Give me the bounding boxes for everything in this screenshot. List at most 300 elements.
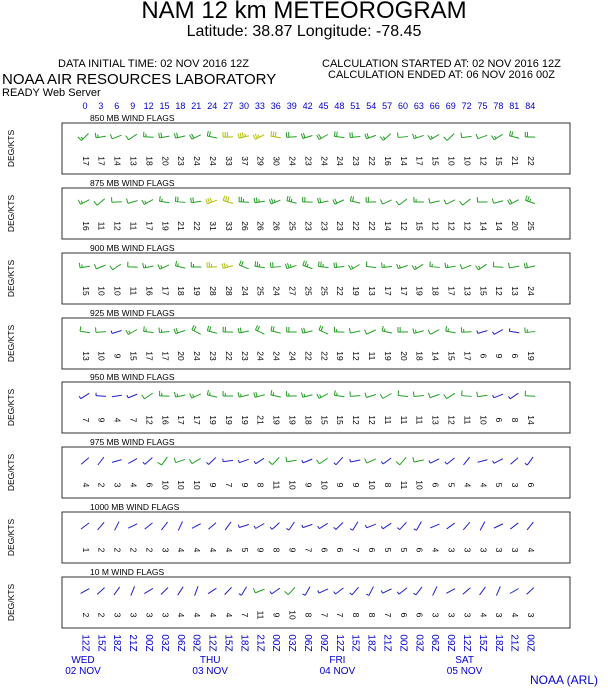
wind-flag-barb xyxy=(144,326,145,331)
wind-flag-barb xyxy=(303,594,306,595)
wind-flag-shaft xyxy=(525,332,535,333)
wind-flag-barb xyxy=(176,261,177,266)
wind-flag-barb xyxy=(461,133,462,138)
wind-speed-label: 19 xyxy=(414,286,425,296)
wind-flag-barb xyxy=(253,588,255,593)
wind-flag-shaft xyxy=(305,587,310,596)
wind-speed-label: 13 xyxy=(462,286,473,296)
forecast-hour-label: 42 xyxy=(302,101,313,111)
forecast-hour-label: 15 xyxy=(159,101,170,111)
wind-flag-barb xyxy=(384,328,385,331)
wind-flag-barb xyxy=(350,133,351,138)
wind-flag-barb xyxy=(127,395,128,398)
wind-speed-label: 2 xyxy=(96,547,107,553)
wind-speed-label: 22 xyxy=(223,351,234,361)
wind-flag-shaft xyxy=(366,395,376,398)
wind-flag-shaft xyxy=(97,199,105,205)
wind-flag-shaft xyxy=(463,522,470,530)
wind-speed-label: 9 xyxy=(112,353,123,359)
wind-flag-barb xyxy=(319,262,320,267)
wind-speed-label: 15 xyxy=(80,286,91,296)
wind-speed-label: 3 xyxy=(128,612,139,618)
wind-flag-shaft xyxy=(80,266,90,268)
wind-flag-shaft xyxy=(81,458,89,464)
time-label: 09Z xyxy=(445,634,457,652)
wind-flag-shaft xyxy=(334,266,344,267)
panel-frame xyxy=(62,318,570,369)
wind-flag-shaft xyxy=(303,459,312,463)
wind-speed-label: 22 xyxy=(335,286,346,296)
wind-flag-shaft xyxy=(161,588,168,595)
wind-flag-barb xyxy=(190,135,192,139)
wind-flag-barb xyxy=(319,134,322,138)
wind-speed-label: 22 xyxy=(319,351,330,361)
wind-speed-label: 7 xyxy=(351,547,362,553)
wind-flag-barb xyxy=(460,264,462,269)
wind-flag-shaft xyxy=(112,460,122,463)
wind-flag-barb xyxy=(143,263,144,268)
wind-flag-barb xyxy=(287,263,289,268)
wind-speed-label: 6 xyxy=(430,482,441,488)
wind-flag-barb xyxy=(317,460,320,464)
wind-flag-shaft xyxy=(430,459,439,463)
wind-flag-shaft xyxy=(288,587,295,594)
wind-speed-label: 16 xyxy=(382,156,393,166)
wind-speed-label: 11 xyxy=(414,415,425,425)
wind-flag-shaft xyxy=(239,265,248,269)
wind-flag-barb xyxy=(94,264,96,269)
wind-speed-label: 23 xyxy=(303,156,314,166)
wind-flag-shaft xyxy=(350,460,360,462)
wind-flag-barb xyxy=(365,393,366,398)
wind-speed-label: 17 xyxy=(446,286,457,296)
wind-flag-shaft xyxy=(129,134,137,140)
wind-speed-label: 14 xyxy=(112,156,123,166)
wind-flag-shaft xyxy=(128,394,137,398)
wind-flag-barb xyxy=(81,201,82,204)
wind-flag-barb xyxy=(207,390,208,395)
wind-flag-shaft xyxy=(128,459,137,464)
wind-flag-shaft xyxy=(112,331,122,334)
time-label: 09Z xyxy=(317,634,329,652)
wind-flag-barb xyxy=(428,330,430,334)
wind-flag-shaft xyxy=(178,587,183,595)
wind-flag-shaft xyxy=(241,587,246,596)
time-label: 15Z xyxy=(349,634,361,652)
wind-flag-shaft xyxy=(383,200,392,204)
wind-speed-label: 6 xyxy=(335,547,346,553)
wind-flag-barb xyxy=(448,329,449,332)
wind-flag-shaft xyxy=(319,523,327,528)
panel-frame xyxy=(62,123,570,174)
wind-flag-shaft xyxy=(400,457,406,465)
wind-speed-label: 4 xyxy=(80,482,91,488)
wind-speed-label: 7 xyxy=(223,482,234,488)
wind-speed-label: 33 xyxy=(223,156,234,166)
wind-speed-label: 4 xyxy=(207,612,218,618)
wind-flag-shaft xyxy=(399,199,407,205)
wind-flag-barb xyxy=(238,460,239,463)
wind-speed-label: 14 xyxy=(525,415,536,425)
wind-speed-label: 9 xyxy=(239,482,250,488)
wind-speed-label: 19 xyxy=(192,286,203,296)
wind-speed-label: 22 xyxy=(366,156,377,166)
forecast-hour-label: 27 xyxy=(223,101,234,111)
wind-flag-shaft xyxy=(414,395,424,396)
wind-speed-label: 11 xyxy=(96,221,107,231)
wind-speed-label: 11 xyxy=(271,480,282,490)
wind-speed-label: 21 xyxy=(255,415,266,425)
wind-flag-shaft xyxy=(128,524,137,528)
wind-flag-shaft xyxy=(207,331,217,334)
wind-speed-label: 10 xyxy=(112,286,123,296)
wind-flag-barb xyxy=(291,199,292,202)
wind-flag-barb xyxy=(415,266,417,269)
wind-flag-shaft xyxy=(336,457,343,464)
wind-flag-shaft xyxy=(97,588,104,595)
wind-flag-barb xyxy=(444,394,447,398)
wind-speed-label: 11 xyxy=(398,480,409,490)
wind-flag-barb xyxy=(366,261,367,266)
wind-flag-barb xyxy=(209,392,210,395)
wind-flag-barb xyxy=(429,198,430,203)
wind-flag-shaft xyxy=(319,458,327,464)
panel-label: 925 MB WIND FLAGS xyxy=(90,308,175,318)
wind-speed-label: 15 xyxy=(430,156,441,166)
wind-speed-label: 19 xyxy=(287,415,298,425)
wind-speed-label: 13 xyxy=(366,286,377,296)
wind-speed-label: 23 xyxy=(351,156,362,166)
wind-speed-label: 13 xyxy=(128,156,139,166)
wind-speed-label: 3 xyxy=(462,547,473,553)
wind-speed-label: 5 xyxy=(239,547,250,553)
wind-speed-label: 11 xyxy=(128,221,139,231)
forecast-hour-label: 75 xyxy=(477,101,488,111)
wind-flag-barb xyxy=(110,266,113,270)
wind-speed-label: 6 xyxy=(414,612,425,618)
wind-speed-label: 12 xyxy=(430,221,441,231)
wind-speed-label: 23 xyxy=(319,221,330,231)
wind-flag-barb xyxy=(94,201,97,205)
wind-flag-shaft xyxy=(399,588,407,594)
panel-frame xyxy=(62,382,570,433)
wind-speed-label: 3 xyxy=(446,547,457,553)
wind-speed-label: 7 xyxy=(303,547,314,553)
wind-flag-barb xyxy=(191,198,192,203)
wind-speed-label: 10 xyxy=(96,286,107,296)
forecast-hour-label: 60 xyxy=(397,101,409,111)
wind-speed-label: 19 xyxy=(351,286,362,296)
time-label: 12Z xyxy=(79,634,91,652)
wind-speed-label: 3 xyxy=(478,547,489,553)
wind-speed-label: 11 xyxy=(462,415,473,425)
wind-flag-barb xyxy=(367,133,369,138)
wind-flag-shaft xyxy=(271,331,281,333)
wind-flag-shaft xyxy=(350,201,360,203)
wind-flag-barb xyxy=(512,131,513,136)
wind-speed-label: 12 xyxy=(112,221,123,231)
wind-flag-shaft xyxy=(176,266,186,268)
wind-flag-barb xyxy=(161,133,162,138)
wind-flag-barb xyxy=(303,261,305,266)
wind-speed-label: 9 xyxy=(255,547,266,553)
y-axis-label: DEG/KTS xyxy=(6,129,16,168)
wind-flag-shaft xyxy=(494,524,503,528)
wind-flag-barb xyxy=(317,135,320,139)
wind-flag-shaft xyxy=(144,137,154,138)
wind-flag-barb xyxy=(398,390,399,395)
wind-flag-barb xyxy=(380,394,383,398)
wind-flag-shaft xyxy=(383,394,392,399)
wind-flag-shaft xyxy=(369,587,374,596)
wind-flag-shaft xyxy=(494,394,503,398)
wind-flag-barb xyxy=(350,529,353,531)
wind-flag-shaft xyxy=(81,133,88,140)
day-label: SAT xyxy=(455,655,474,666)
wind-flag-barb xyxy=(307,264,308,267)
wind-speed-label: 12 xyxy=(351,415,362,425)
wind-flag-shaft xyxy=(446,266,456,267)
wind-flag-barb xyxy=(145,201,146,204)
wind-flag-barb xyxy=(336,262,337,267)
wind-speed-label: 11 xyxy=(366,351,377,361)
wind-speed-label: 14 xyxy=(398,156,409,166)
wind-speed-label: 4 xyxy=(128,482,139,488)
wind-speed-label: 4 xyxy=(192,547,203,553)
wind-flag-barb xyxy=(110,134,112,139)
wind-flag-shaft xyxy=(287,137,297,138)
wind-flag-barb xyxy=(349,328,350,333)
wind-flag-shaft xyxy=(510,393,518,399)
y-axis-label: DEG/KTS xyxy=(6,388,16,427)
wind-flag-barb xyxy=(228,197,229,202)
wind-flag-barb xyxy=(476,134,478,139)
wind-flag-barb xyxy=(305,261,307,266)
forecast-hour-label: 51 xyxy=(350,101,361,111)
wind-flag-shaft xyxy=(271,395,281,397)
wind-flag-shaft xyxy=(430,330,439,335)
wind-speed-label: 24 xyxy=(255,351,266,361)
wind-flag-shaft xyxy=(207,267,217,268)
wind-flag-barb xyxy=(80,326,81,331)
wind-flag-shaft xyxy=(131,586,135,595)
forecast-hour-label: 84 xyxy=(525,101,536,111)
wind-flag-barb xyxy=(509,131,510,136)
wind-speed-label: 7 xyxy=(128,417,139,423)
wind-speed-label: 6 xyxy=(510,353,521,359)
wind-speed-label: 24 xyxy=(192,351,203,361)
wind-flag-barb xyxy=(174,458,176,463)
wind-flag-barb xyxy=(158,462,162,465)
wind-flag-barb xyxy=(177,133,178,138)
wind-speed-label: 11 xyxy=(382,415,393,425)
wind-speed-label: 8 xyxy=(382,482,393,488)
wind-speed-label: 17 xyxy=(176,415,187,425)
chart-subtitle: Latitude: 38.87 Longitude: -78.45 xyxy=(186,23,422,40)
wind-flag-barb xyxy=(161,265,162,268)
wind-flag-barb xyxy=(302,525,303,528)
wind-flag-barb xyxy=(493,461,494,464)
wind-flag-shaft xyxy=(496,586,500,595)
wind-flag-barb xyxy=(286,457,287,462)
time-label: 21Z xyxy=(508,634,520,652)
calculation-ended: CALCULATION ENDED AT: 06 NOV 2016 00Z xyxy=(328,69,556,81)
wind-flag-barb xyxy=(431,136,433,139)
wind-flag-shaft xyxy=(462,136,472,137)
wind-flag-barb xyxy=(337,132,338,137)
wind-speed-label: 13 xyxy=(80,351,91,361)
wind-flag-barb xyxy=(444,200,446,204)
wind-flag-shaft xyxy=(350,136,360,137)
wind-speed-label: 15 xyxy=(414,221,425,231)
wind-flag-barb xyxy=(223,196,224,201)
wind-flag-barb xyxy=(190,393,192,398)
footer-credit[interactable]: NOAA (ARL) xyxy=(530,673,599,687)
day-label: WED xyxy=(71,655,95,666)
wind-flag-barb xyxy=(413,392,414,397)
wind-flag-shaft xyxy=(433,586,437,595)
wind-flag-barb xyxy=(270,591,272,593)
wind-speed-label: 12 xyxy=(446,415,457,425)
wind-flag-barb xyxy=(245,134,246,137)
wind-speed-label: 19 xyxy=(335,351,346,361)
wind-speed-label: 13 xyxy=(430,415,441,425)
panel-label: 850 MB WIND FLAGS xyxy=(90,113,175,123)
wind-flag-shaft xyxy=(81,393,89,398)
wind-flag-shaft xyxy=(367,524,376,528)
wind-flag-barb xyxy=(145,265,146,268)
wind-speed-label: 3 xyxy=(494,612,505,618)
wind-speed-label: 20 xyxy=(160,156,171,166)
wind-flag-barb xyxy=(225,196,226,201)
wind-flag-shaft xyxy=(464,457,470,465)
wind-speed-label: 25 xyxy=(319,286,330,296)
wind-flag-barb xyxy=(301,392,302,397)
wind-flag-barb xyxy=(193,197,194,202)
wind-flag-shaft xyxy=(192,458,201,463)
wind-flag-barb xyxy=(381,526,383,528)
wind-flag-shaft xyxy=(175,202,185,203)
wind-speed-label: 2 xyxy=(96,482,107,488)
wind-speed-label: 12 xyxy=(351,351,362,361)
wind-flag-shaft xyxy=(287,460,297,462)
wind-flag-shaft xyxy=(400,522,407,529)
wind-speed-label: 12 xyxy=(462,221,473,231)
wind-speed-label: 4 xyxy=(478,482,489,488)
wind-speed-label: 17 xyxy=(398,286,409,296)
wind-flag-barb xyxy=(240,133,241,138)
wind-flag-shaft xyxy=(207,136,217,138)
wind-flag-shaft xyxy=(115,522,120,531)
wind-speed-label: 23 xyxy=(335,221,346,231)
wind-speed-label: 15 xyxy=(319,415,330,425)
time-label: 09Z xyxy=(190,634,202,652)
wind-speed-label: 9 xyxy=(303,482,314,488)
wind-flag-shaft xyxy=(527,588,534,595)
wind-flag-shaft xyxy=(176,459,186,462)
wind-flag-barb xyxy=(321,326,323,331)
wind-flag-shaft xyxy=(208,588,216,593)
wind-flag-barb xyxy=(224,263,225,268)
panel-label: 10 M WIND FLAGS xyxy=(90,567,165,577)
wind-flag-shaft xyxy=(160,331,170,332)
time-label: 00Z xyxy=(397,634,409,652)
wind-flag-barb xyxy=(253,135,255,139)
wind-flag-shaft xyxy=(271,136,281,138)
wind-flag-barb xyxy=(257,326,259,330)
wind-speed-label: 10 xyxy=(366,480,377,490)
wind-flag-barb xyxy=(192,134,194,138)
wind-flag-shaft xyxy=(239,459,248,462)
wind-flag-barb xyxy=(192,325,194,329)
wind-speed-label: 17 xyxy=(96,156,107,166)
wind-speed-label: 24 xyxy=(271,286,282,296)
forecast-hour-label: 30 xyxy=(238,101,250,111)
panel-frame xyxy=(62,188,570,239)
wind-flag-barb xyxy=(227,264,228,267)
wind-flag-barb xyxy=(508,396,510,398)
wind-speed-label: 13 xyxy=(510,286,521,296)
wind-flag-barb xyxy=(206,199,208,204)
wind-flag-barb xyxy=(352,132,353,137)
wind-flag-barb xyxy=(111,331,112,334)
wind-flag-barb xyxy=(239,594,242,596)
wind-speed-label: 8 xyxy=(255,482,266,488)
wind-flag-barb xyxy=(317,394,319,398)
wind-speed-label: 19 xyxy=(382,351,393,361)
wind-speed-label: 1 xyxy=(80,547,91,553)
wind-flag-barb xyxy=(319,325,321,330)
wind-speed-label: 9 xyxy=(494,353,505,359)
wind-flag-barb xyxy=(509,199,511,203)
day-label: THU xyxy=(199,655,221,666)
forecast-hour-label: 78 xyxy=(493,101,504,111)
wind-flag-barb xyxy=(413,328,414,333)
wind-flag-shaft xyxy=(509,266,519,268)
wind-flag-barb xyxy=(287,196,288,201)
wind-flag-shaft xyxy=(319,330,328,334)
wind-flag-barb xyxy=(207,462,209,464)
wind-flag-barb xyxy=(303,133,304,138)
wind-flag-barb xyxy=(194,326,196,330)
wind-flag-barb xyxy=(320,395,321,398)
wind-speed-label: 3 xyxy=(160,612,171,618)
wind-flag-shaft xyxy=(113,264,121,270)
wind-speed-label: 17 xyxy=(80,156,91,166)
wind-flag-shaft xyxy=(383,458,391,464)
time-label: 00Z xyxy=(524,634,536,652)
wind-flag-shaft xyxy=(367,459,376,463)
wind-speed-label: 14 xyxy=(382,221,393,231)
wind-speed-label: 7 xyxy=(80,417,91,423)
wind-flag-barb xyxy=(193,394,194,397)
wind-speed-label: 6 xyxy=(366,547,377,553)
wind-speed-label: 17 xyxy=(462,351,473,361)
wind-flag-shaft xyxy=(272,588,280,594)
wind-flag-shaft xyxy=(256,524,265,529)
wind-flag-barb xyxy=(334,131,335,136)
wind-speed-label: 3 xyxy=(510,547,521,553)
forecast-hour-label: 21 xyxy=(191,101,202,111)
wind-flag-shaft xyxy=(319,266,329,267)
wind-flag-shaft xyxy=(96,265,105,269)
wind-flag-barb xyxy=(479,266,481,268)
date-label: 03 NOV xyxy=(192,666,228,677)
wind-flag-barb xyxy=(269,461,273,464)
wind-flag-shaft xyxy=(145,523,153,529)
wind-flag-barb xyxy=(254,526,256,529)
forecast-hour-label: 36 xyxy=(270,101,281,111)
